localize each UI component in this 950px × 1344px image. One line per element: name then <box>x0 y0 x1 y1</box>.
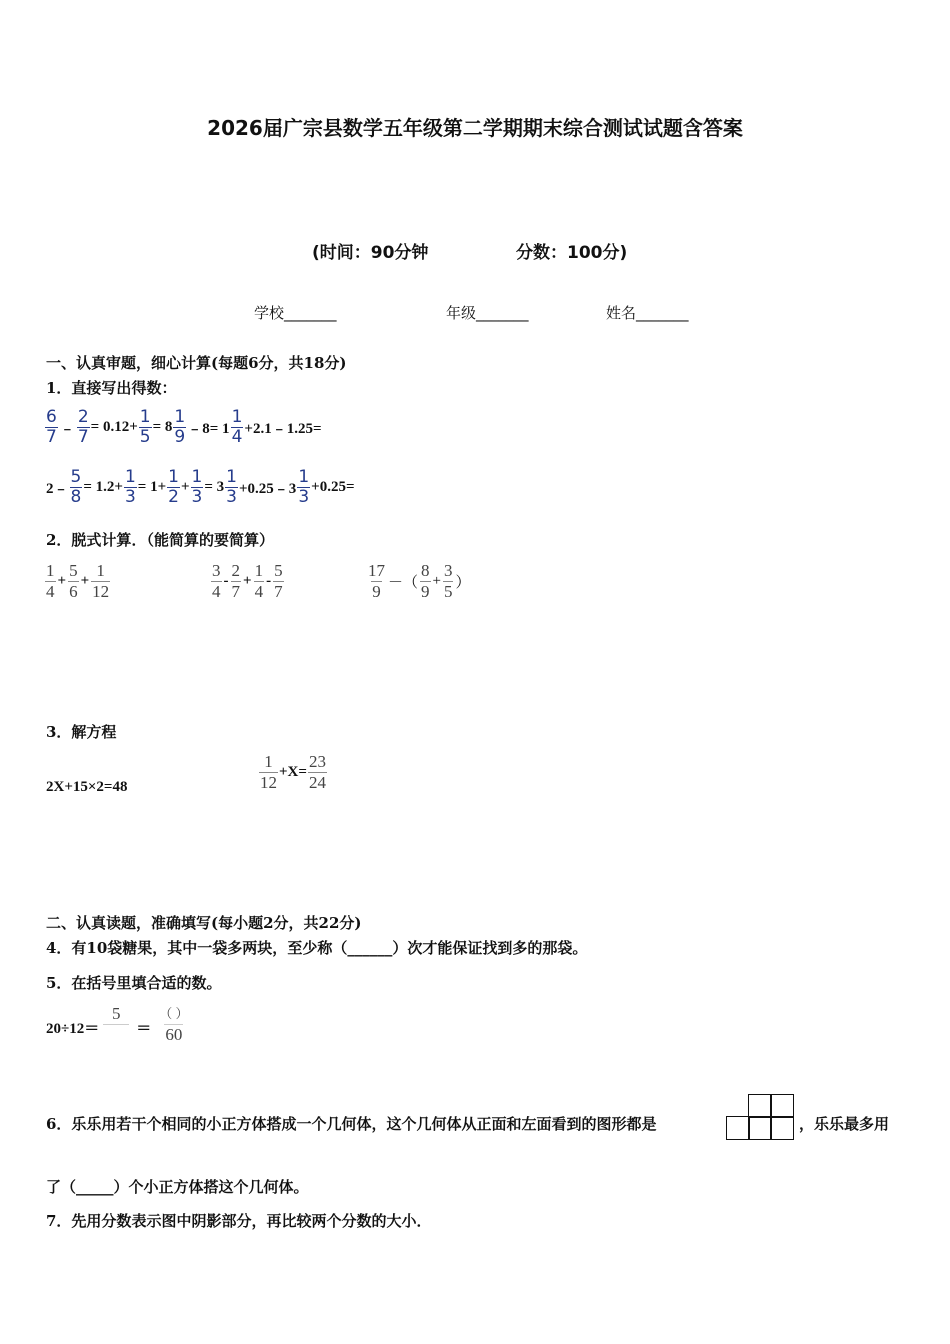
fraction: $\frac{23}{24}$ <box>308 752 326 792</box>
name-field: 姓名_______ <box>606 304 689 322</box>
q2-expression-2: $\frac{3}{4}$ - $\frac{2}{7}$ + $\frac{1}{4}$ - $\frac{5}{7}$ <box>212 561 283 601</box>
fraction: 5 <box>103 1004 129 1045</box>
score-info: 分数：100分) <box>516 243 628 263</box>
section-1-heading: 一、认真审题，细心计算(每题6分，共18分) <box>46 354 347 372</box>
square <box>748 1116 772 1140</box>
q6-text-c: 了（_____）个小正方体搭这个几何体。 <box>46 1178 309 1196</box>
q2-label: 2．脱式计算．（能简算的要简算） <box>46 531 274 549</box>
q2-expression-1: $\frac{1}{4}$ + $\frac{5}{6}$ + $\frac{1}{12}$ <box>46 561 110 601</box>
fraction: $\frac{5}{7}$ <box>274 561 283 601</box>
fraction: $\frac{1}{4}$ <box>46 561 55 601</box>
fraction: $\frac{1}{12}$ <box>92 561 110 601</box>
q1-label: 1．直接写出得数： <box>46 379 177 397</box>
section-2-heading: 二、认真读题，准确填写(每小题2分，共22分) <box>46 914 362 932</box>
fraction: $\frac{1}{3}$ <box>226 467 237 507</box>
q4-text: 4．有10袋糖果，其中一袋多两块，至少称（______）次才能保证找到多的那袋。 <box>46 939 588 957</box>
fraction: $\frac{5}{6}$ <box>69 561 78 601</box>
fraction: $\frac{2}{7}$ <box>77 407 89 447</box>
square <box>726 1116 750 1140</box>
q3-label: 3．解方程 <box>46 723 117 741</box>
fraction: $\frac{3}{5}$ <box>443 561 453 601</box>
fraction: $\frac{17}{9}$ <box>368 561 385 601</box>
fraction: $\frac{3}{4}$ <box>212 561 221 601</box>
fraction: $\frac{1}{12}$ <box>260 752 277 792</box>
q6-text-b: ，乐乐最多用 <box>799 1115 890 1133</box>
page-title: 2026届广宗县数学五年级第二学期期末综合测试试题含答案 <box>207 116 743 140</box>
fraction: $\frac{1}{2}$ <box>168 467 179 507</box>
fraction: $\frac{1}{4}$ <box>231 407 243 447</box>
grade-field: 年级_______ <box>446 304 529 322</box>
fraction: $\frac{2}{7}$ <box>231 561 240 601</box>
fraction: $\frac{1}{4}$ <box>254 561 264 601</box>
equation-1: 2X+15×2=48 <box>46 779 128 795</box>
q2-expression-3: $\frac{17}{9}$ －（ $\frac{8}{9}$ + $\frac{3}{5}$ ） <box>368 561 471 601</box>
q5-label: 5．在括号里填合适的数。 <box>46 974 222 992</box>
q7-text: 7．先用分数表示图中阴影部分，再比较两个分数的大小． <box>46 1212 432 1230</box>
fraction: $\frac{1}{3}$ <box>191 467 203 507</box>
fraction: $\frac{6}{7}$ <box>46 407 57 447</box>
school-field: 学校_______ <box>254 304 337 322</box>
q1-row-1: $\frac{6}{7}$ ﹣ $\frac{2}{7}$ = 0.12+ $\frac{1}{5}$ = 8 $\frac{1}{9}$ ﹣8= 1 $\frac{1}{4}$ +2.1﹣1.25= <box>46 407 322 447</box>
fraction: $\frac{1}{9}$ <box>174 407 186 447</box>
view-shape-figure <box>726 1094 794 1140</box>
q6-text-a: 6．乐乐用若干个相同的小正方体搭成一个几何体，这个几何体从正面和左面看到的图形都是 <box>46 1115 657 1133</box>
fraction: $\frac{( )}{60}$ <box>159 1006 189 1044</box>
fraction: $\frac{5}{8}$ <box>70 467 82 507</box>
fraction: $\frac{1}{5}$ <box>139 407 151 447</box>
square <box>770 1094 794 1118</box>
square <box>748 1094 772 1118</box>
time-info: (时间：90分钟 <box>312 243 429 263</box>
square <box>770 1116 794 1140</box>
q5-equation: 20÷12＝ 5 ＝ $\frac{( )}{60}$ <box>46 1004 189 1044</box>
q1-row-2: 2﹣ $\frac{5}{8}$ = 1.2+ $\frac{1}{3}$ = 1+ $\frac{1}{2}$ + $\frac{1}{3}$ = 3 $\frac{1}{3}$ +0.25﹣3 $\frac{1}{3}$ +0.25= <box>46 467 355 507</box>
fraction: $\frac{1}{3}$ <box>124 467 136 507</box>
fraction: $\frac{8}{9}$ <box>421 561 430 601</box>
equation-2: $\frac{1}{12}$ +X= $\frac{23}{24}$ <box>260 752 326 792</box>
fraction: $\frac{1}{3}$ <box>298 467 310 507</box>
